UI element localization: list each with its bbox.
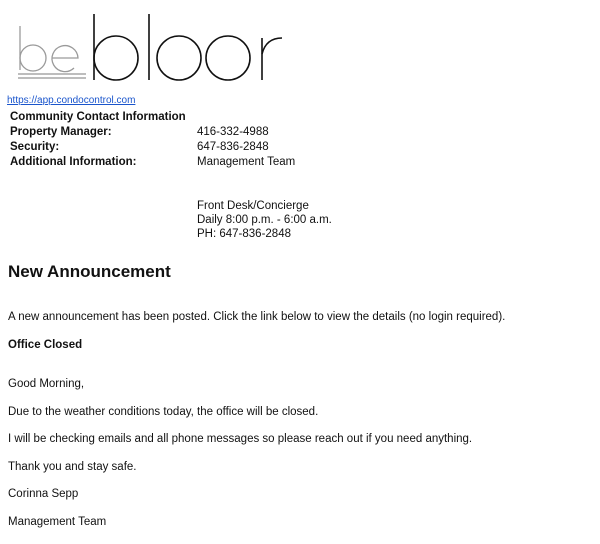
front-desk-line: PH: 647-836-2848 [197,228,291,240]
contact-label: Additional Information: [10,156,137,168]
community-contact-info [10,110,295,170]
contact-value: 647-836-2848 [197,141,269,153]
contact-row-property-manager [10,125,295,140]
announcement-line: Thank you and stay safe. [8,461,137,473]
announcement-intro: A new announcement has been posted. Click the link below to view the details (no login required). [8,311,506,323]
front-desk-info [197,199,332,241]
announcement-line: I will be checking emails and all phone messages so please reach out if you need anything. [8,433,473,445]
contact-row-additional-info [10,155,295,170]
signature-name: Corinna Sepp [8,488,79,500]
contact-label: Property Manager: [10,126,112,138]
front-desk-line: Front Desk/Concierge [197,200,309,212]
announcement-line: Due to the weather conditions today, the office will be closed. [8,406,319,418]
contact-label: Security: [10,141,60,153]
announcement-greeting: Good Morning, [8,378,85,390]
contact-value: 416-332-4988 [197,126,269,138]
contact-title: Community Contact Information [10,111,186,123]
bebloor-logo [16,8,286,92]
announcement-subject: Office Closed [8,339,83,351]
front-desk-line: Daily 8:00 p.m. - 6:00 a.m. [197,214,332,226]
contact-row-security [10,140,295,155]
contact-value: Management Team [197,156,296,168]
signature-team: Management Team [8,516,107,528]
announcement-heading: New Announcement [8,262,171,281]
condocontrol-link[interactable]: https://app.condocontrol.com [7,95,136,106]
